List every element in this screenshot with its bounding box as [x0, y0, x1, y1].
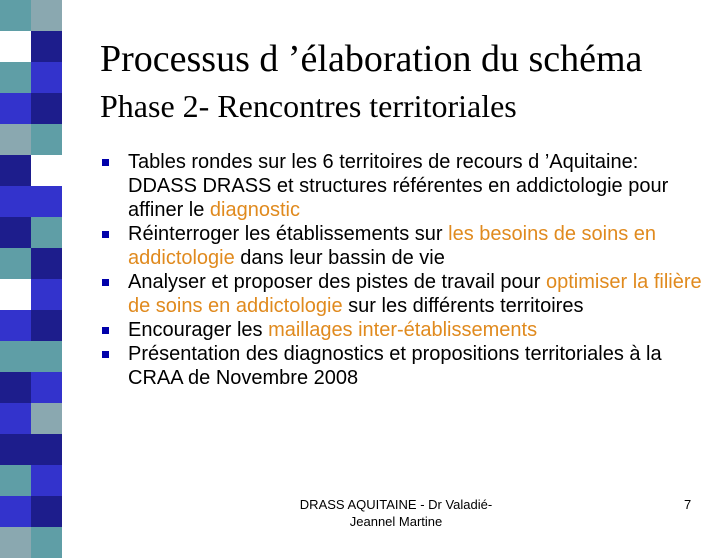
- decor-tile: [0, 217, 31, 248]
- bullet-item: [96, 222, 706, 270]
- square-bullet-icon: [102, 351, 109, 358]
- decor-tile: [0, 248, 31, 279]
- decor-tile: [31, 372, 62, 403]
- decor-tile: [31, 434, 62, 465]
- decor-tile: [31, 403, 62, 434]
- decor-tile: [0, 372, 31, 403]
- bullet-text: sur les différents territoires: [342, 295, 584, 317]
- slide-subtitle: Phase 2- Rencontres territoriales: [100, 88, 517, 124]
- decor-tile: [31, 186, 62, 217]
- decor-tile: [0, 279, 31, 310]
- highlighted-text: optimiser la filière de soins en addictologie: [128, 271, 702, 317]
- decor-tile: [0, 403, 31, 434]
- decor-tile: [0, 124, 31, 155]
- bullet-text: Analyser et proposer des pistes de travail pour: [128, 271, 546, 293]
- highlighted-text: diagnostic: [209, 199, 300, 221]
- decor-tile: [31, 217, 62, 248]
- decor-tile: [0, 93, 31, 124]
- bullet-text: Présentation des diagnostics et propositions territoriales à la CRAA de Novembre 2008: [128, 343, 662, 389]
- decor-tile: [31, 310, 62, 341]
- square-bullet-icon: [102, 327, 109, 334]
- decor-tile: [0, 62, 31, 93]
- page-number: 7: [684, 497, 692, 512]
- decor-tile: [0, 527, 31, 558]
- decorative-tile-strip: [0, 0, 62, 540]
- decor-tile: [0, 155, 31, 186]
- decor-tile: [31, 31, 62, 62]
- decor-tile: [0, 465, 31, 496]
- decor-tile: [0, 310, 31, 341]
- decor-tile: [31, 0, 62, 31]
- decor-tile: [31, 279, 62, 310]
- bullet-text: dans leur bassin de vie: [234, 247, 445, 269]
- decor-tile: [31, 62, 62, 93]
- highlighted-text: maillages inter-établissements: [268, 319, 538, 341]
- bullet-item: [96, 270, 706, 318]
- decor-tile: [31, 248, 62, 279]
- decor-tile: [0, 496, 31, 527]
- bullet-item: [96, 342, 706, 390]
- decor-tile: [31, 155, 62, 186]
- decor-tile: [0, 341, 31, 372]
- bullet-text: Réinterroger les établissements sur: [128, 223, 449, 245]
- bullet-text: Encourager les: [128, 319, 269, 341]
- decor-tile: [31, 93, 62, 124]
- decor-tile: [0, 186, 31, 217]
- decor-tile: [31, 124, 62, 155]
- bullet-item: [96, 150, 706, 222]
- decor-tile: [31, 496, 62, 527]
- decor-tile: [31, 341, 62, 372]
- bullet-list: [96, 150, 706, 390]
- decor-tile: [31, 527, 62, 558]
- footer-author: DRASS AQUITAINE - Dr Valadié-Jeannel Martine: [299, 497, 493, 529]
- decor-tile: [0, 0, 31, 31]
- square-bullet-icon: [102, 279, 109, 286]
- bullet-text: Tables rondes sur les 6 territoires de recours d ’Aquitaine: DDASS DRASS et structures référentes en addictologie pour affiner le: [128, 151, 669, 221]
- slide-title: Processus d ’élaboration du schéma: [100, 38, 643, 80]
- highlighted-text: les besoins de soins en addictologie: [128, 223, 657, 269]
- square-bullet-icon: [102, 231, 109, 238]
- decor-tile: [0, 434, 31, 465]
- square-bullet-icon: [102, 159, 109, 166]
- bullet-item: [96, 318, 706, 342]
- decor-tile: [0, 31, 31, 62]
- decor-tile: [31, 465, 62, 496]
